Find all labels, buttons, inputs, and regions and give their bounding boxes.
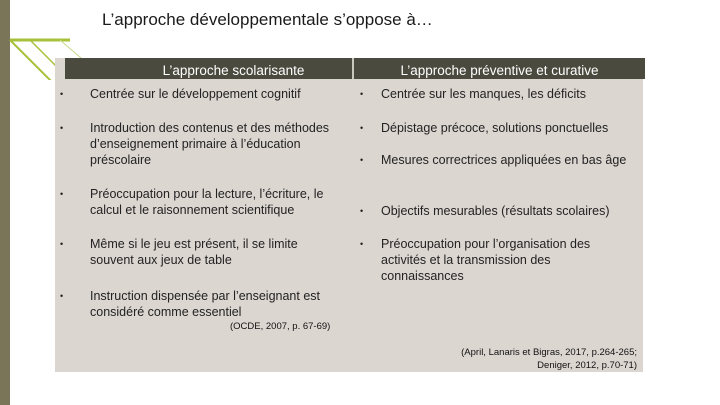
bullet-icon: •	[360, 155, 364, 165]
bullet-icon: •	[360, 239, 364, 249]
bullet-icon: •	[360, 206, 364, 216]
bullet-icon: •	[60, 89, 64, 99]
slide-title: L’approche développementale s’oppose à…	[102, 10, 433, 29]
bullet-icon: •	[60, 189, 64, 199]
header-preventive-curative: L’approche préventive et curative	[352, 58, 645, 79]
bullet-icon: •	[360, 123, 364, 133]
comparison-table: L’approche scolarisante L’approche préventive et curative • Centrée sur le développement cognitif • Introduction des contenus et des méthodes d’enseignement primaire à l’éducation préscolaire • Préoccupation pour la lecture, l’écriture, le calcul et le raisonnement scientifique • Même si le jeu est présent, il se limite souvent aux jeux de table • Instruction dispensée par l’enseignant est considéré comme essentiel • Centrée sur les manques, les déficits • Dépistage précoce, solutions ponctuelles • Mesures correctrices appliquées en bas âge • Objectifs mesurables (résultats scolaires) • Préoccupation pour l’organisation des activités et la transmission des connaissances (OCDE, 2007, p. 67-69) (April, Lanaris et Bigras, 2017, p.264-265; Deniger, 2012, p.70-71)	[55, 58, 643, 372]
reference-ocde: (OCDE, 2007, p. 67-69)	[230, 321, 331, 332]
reference-april-deniger	[461, 346, 637, 372]
bullet-icon: •	[60, 291, 64, 301]
header-scolarisante: L’approche scolarisante	[65, 58, 402, 79]
bullet-icon: •	[360, 89, 364, 99]
reference-line-2: Deniger, 2012, p.70-71)	[537, 360, 637, 371]
bullet-icon: •	[60, 123, 64, 133]
reference-line-1: (April, Lanaris et Bigras, 2017, p.264-265;	[461, 347, 637, 358]
bullet-icon: •	[60, 239, 64, 249]
